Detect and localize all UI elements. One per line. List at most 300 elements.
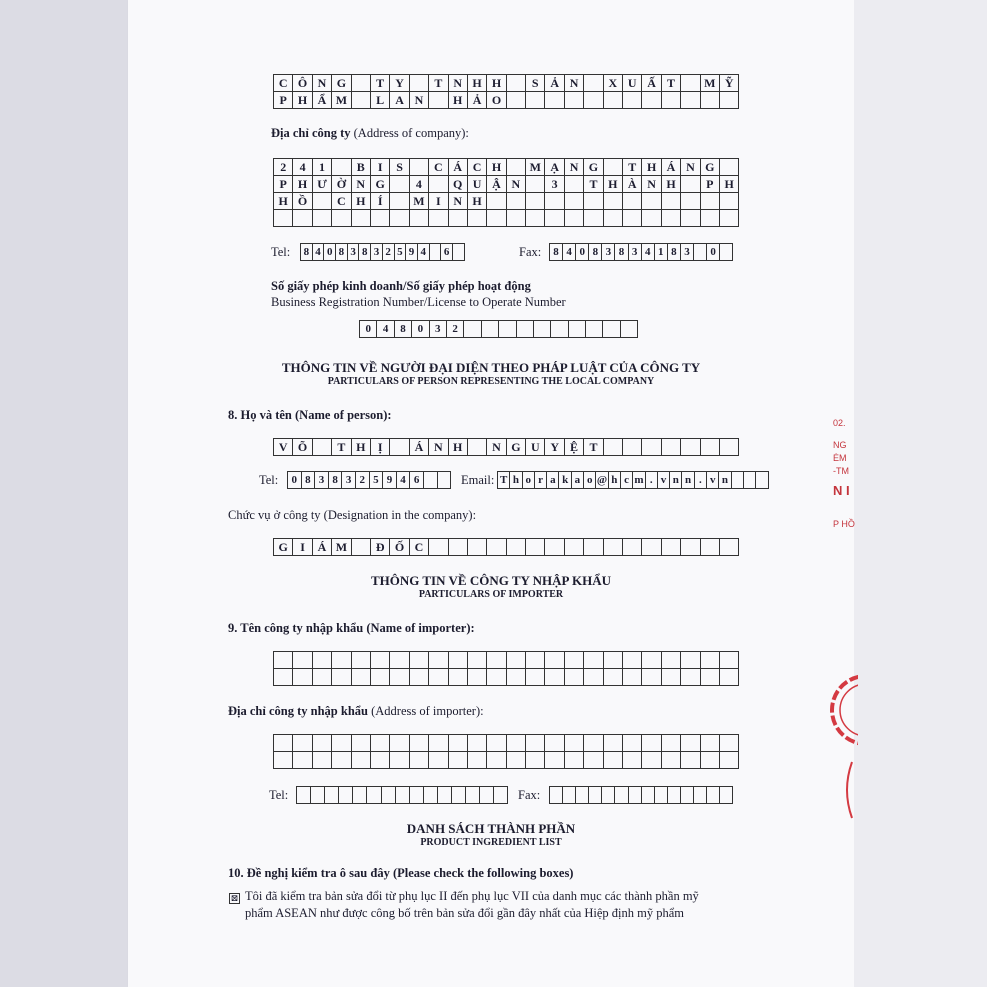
form-cell[interactable]: k (559, 472, 571, 489)
form-cell[interactable]: G (274, 539, 293, 556)
form-cell[interactable]: 4 (313, 244, 325, 261)
form-cell[interactable] (526, 92, 545, 109)
form-cell[interactable] (371, 652, 390, 669)
form-cell[interactable] (720, 669, 739, 686)
form-cell[interactable] (720, 752, 739, 769)
form-cell[interactable]: Ả (468, 92, 487, 109)
form-cell[interactable] (352, 652, 371, 669)
form-cell[interactable]: Ố (390, 539, 409, 556)
form-cell[interactable]: 0 (288, 472, 302, 489)
form-cell[interactable] (352, 92, 371, 109)
form-cell[interactable] (526, 652, 545, 669)
form-cell[interactable] (565, 92, 584, 109)
form-cell[interactable] (604, 735, 623, 752)
form-cell[interactable]: 4 (293, 159, 312, 176)
form-cell[interactable] (390, 176, 409, 193)
form-cell[interactable] (449, 752, 468, 769)
form-cell[interactable] (681, 176, 700, 193)
form-cell[interactable]: 4 (418, 244, 430, 261)
form-cell[interactable]: T (498, 472, 510, 489)
form-cell[interactable] (545, 752, 564, 769)
form-cell[interactable] (352, 735, 371, 752)
form-cell[interactable] (429, 92, 448, 109)
form-cell[interactable] (584, 92, 603, 109)
form-cell[interactable]: H (293, 92, 312, 109)
form-cell[interactable] (584, 669, 603, 686)
form-cell[interactable] (701, 752, 720, 769)
form-cell[interactable] (526, 193, 545, 210)
form-cell[interactable]: N (352, 176, 371, 193)
form-cell[interactable] (576, 787, 589, 804)
form-cell[interactable]: 4 (410, 176, 429, 193)
form-cell[interactable]: 4 (377, 321, 394, 338)
form-cell[interactable] (655, 787, 668, 804)
form-cell[interactable]: 8 (550, 244, 563, 261)
form-cell[interactable]: H (487, 159, 506, 176)
form-cell[interactable] (623, 539, 642, 556)
form-cell[interactable] (623, 669, 642, 686)
form-cell[interactable] (662, 752, 681, 769)
form-cell[interactable]: P (274, 176, 293, 193)
form-cell[interactable] (604, 669, 623, 686)
form-cell[interactable] (382, 787, 396, 804)
form-cell[interactable]: G (584, 159, 603, 176)
form-cell[interactable]: 8 (359, 244, 371, 261)
form-cell[interactable]: U (468, 176, 487, 193)
form-cell[interactable]: 6 (441, 244, 453, 261)
form-cell[interactable] (621, 321, 638, 338)
form-cell[interactable]: H (352, 193, 371, 210)
form-cell[interactable] (701, 439, 720, 456)
form-cell[interactable] (293, 210, 312, 227)
form-cell[interactable]: 0 (707, 244, 720, 261)
form-cell[interactable]: o (584, 472, 596, 489)
form-cell[interactable] (453, 244, 465, 261)
form-cell[interactable]: X (604, 75, 623, 92)
form-cell[interactable]: Ỹ (720, 75, 739, 92)
form-cell[interactable] (332, 210, 351, 227)
form-cell[interactable] (352, 75, 371, 92)
form-cell[interactable] (565, 669, 584, 686)
form-cell[interactable]: h (609, 472, 621, 489)
form-cell[interactable]: Á (313, 539, 332, 556)
form-cell[interactable] (668, 787, 681, 804)
form-cell[interactable] (545, 669, 564, 686)
form-cell[interactable]: Õ (293, 439, 312, 456)
form-cell[interactable] (371, 669, 390, 686)
form-cell[interactable]: Ư (313, 176, 332, 193)
form-cell[interactable]: 4 (563, 244, 576, 261)
form-cell[interactable] (744, 472, 756, 489)
form-cell[interactable] (313, 439, 332, 456)
form-cell[interactable]: G (507, 439, 526, 456)
form-cell[interactable]: U (526, 439, 545, 456)
form-cell[interactable]: T (584, 176, 603, 193)
form-cell[interactable] (429, 652, 448, 669)
form-cell[interactable] (367, 787, 381, 804)
form-cell[interactable]: 0 (324, 244, 336, 261)
form-cell[interactable]: T (662, 75, 681, 92)
form-cell[interactable]: a (572, 472, 584, 489)
form-cell[interactable] (507, 735, 526, 752)
form-cell[interactable]: H (274, 193, 293, 210)
form-cell[interactable] (507, 75, 526, 92)
form-cell[interactable]: m (633, 472, 645, 489)
form-cell[interactable]: 2 (383, 244, 395, 261)
form-cell[interactable]: v (658, 472, 670, 489)
form-cell[interactable]: Ả (545, 75, 564, 92)
form-cell[interactable] (642, 539, 661, 556)
form-cell[interactable] (623, 752, 642, 769)
form-cell[interactable]: 2 (356, 472, 370, 489)
form-cell[interactable] (332, 669, 351, 686)
form-cell[interactable] (681, 210, 700, 227)
form-cell[interactable] (507, 669, 526, 686)
form-cell[interactable] (681, 669, 700, 686)
form-cell[interactable] (449, 652, 468, 669)
form-cell[interactable] (390, 210, 409, 227)
form-cell[interactable] (707, 787, 720, 804)
form-cell[interactable] (464, 321, 481, 338)
form-cell[interactable]: I (371, 159, 390, 176)
form-cell[interactable] (701, 193, 720, 210)
form-cell[interactable]: Ị (371, 439, 390, 456)
form-cell[interactable]: 8 (615, 244, 628, 261)
form-cell[interactable] (429, 539, 448, 556)
form-cell[interactable] (410, 787, 424, 804)
form-cell[interactable] (584, 539, 603, 556)
form-cell[interactable]: S (526, 75, 545, 92)
form-cell[interactable] (274, 669, 293, 686)
form-cell[interactable]: T (332, 439, 351, 456)
form-cell[interactable]: N (410, 92, 429, 109)
form-cell[interactable]: . (695, 472, 707, 489)
form-cell[interactable] (468, 669, 487, 686)
form-cell[interactable]: . (646, 472, 658, 489)
form-cell[interactable] (482, 321, 499, 338)
form-cell[interactable]: h (510, 472, 522, 489)
form-cell[interactable] (371, 752, 390, 769)
form-cell[interactable]: 3 (430, 321, 447, 338)
form-cell[interactable] (615, 787, 628, 804)
form-cell[interactable]: @ (596, 472, 608, 489)
form-cell[interactable]: 4 (397, 472, 411, 489)
form-cell[interactable] (274, 652, 293, 669)
form-cell[interactable] (681, 652, 700, 669)
form-cell[interactable] (390, 669, 409, 686)
form-cell[interactable]: G (371, 176, 390, 193)
form-cell[interactable] (545, 539, 564, 556)
form-cell[interactable] (339, 787, 353, 804)
form-cell[interactable] (681, 539, 700, 556)
form-cell[interactable]: v (707, 472, 719, 489)
form-cell[interactable] (410, 159, 429, 176)
form-cell[interactable] (565, 752, 584, 769)
form-cell[interactable] (332, 735, 351, 752)
form-cell[interactable]: H (293, 176, 312, 193)
form-cell[interactable] (390, 735, 409, 752)
form-cell[interactable] (293, 735, 312, 752)
form-cell[interactable]: Y (390, 75, 409, 92)
form-cell[interactable] (545, 735, 564, 752)
form-cell[interactable] (565, 176, 584, 193)
form-cell[interactable] (720, 439, 739, 456)
form-cell[interactable] (623, 735, 642, 752)
form-cell[interactable] (681, 752, 700, 769)
form-cell[interactable] (429, 210, 448, 227)
form-cell[interactable] (623, 92, 642, 109)
form-cell[interactable] (313, 669, 332, 686)
form-cell[interactable]: N (487, 439, 506, 456)
form-cell[interactable]: H (449, 439, 468, 456)
form-cell[interactable] (429, 669, 448, 686)
form-cell[interactable] (694, 244, 707, 261)
form-cell[interactable]: A (390, 92, 409, 109)
form-cell[interactable] (332, 652, 351, 669)
form-cell[interactable] (565, 193, 584, 210)
form-cell[interactable] (293, 752, 312, 769)
form-cell[interactable] (480, 787, 494, 804)
form-cell[interactable] (352, 669, 371, 686)
form-cell[interactable] (662, 735, 681, 752)
form-cell[interactable] (371, 735, 390, 752)
form-cell[interactable]: 8 (395, 321, 412, 338)
form-cell[interactable]: T (371, 75, 390, 92)
form-cell[interactable] (438, 787, 452, 804)
form-cell[interactable] (438, 472, 452, 489)
form-cell[interactable]: r (535, 472, 547, 489)
form-cell[interactable] (297, 787, 311, 804)
form-cell[interactable] (313, 735, 332, 752)
form-cell[interactable]: Ô (293, 75, 312, 92)
form-cell[interactable]: N (507, 176, 526, 193)
form-cell[interactable] (584, 193, 603, 210)
form-cell[interactable] (424, 787, 438, 804)
form-cell[interactable] (494, 787, 508, 804)
form-cell[interactable]: T (429, 75, 448, 92)
form-cell[interactable] (410, 652, 429, 669)
form-cell[interactable]: 6 (410, 472, 424, 489)
form-cell[interactable]: V (274, 439, 293, 456)
form-cell[interactable] (604, 439, 623, 456)
form-cell[interactable]: Ẩ (313, 92, 332, 109)
form-cell[interactable] (629, 787, 642, 804)
form-cell[interactable] (662, 439, 681, 456)
form-cell[interactable] (732, 472, 744, 489)
form-cell[interactable]: H (642, 159, 661, 176)
form-cell[interactable] (468, 752, 487, 769)
form-cell[interactable] (468, 210, 487, 227)
form-cell[interactable] (565, 539, 584, 556)
form-cell[interactable]: N (681, 159, 700, 176)
form-cell[interactable] (642, 752, 661, 769)
form-cell[interactable]: 9 (383, 472, 397, 489)
form-cell[interactable]: À (623, 176, 642, 193)
form-cell[interactable] (526, 669, 545, 686)
form-cell[interactable] (410, 752, 429, 769)
form-cell[interactable] (720, 210, 739, 227)
form-cell[interactable]: Í (371, 193, 390, 210)
form-cell[interactable] (390, 193, 409, 210)
form-cell[interactable] (701, 92, 720, 109)
form-cell[interactable]: 8 (302, 472, 316, 489)
form-cell[interactable] (410, 210, 429, 227)
form-cell[interactable] (569, 321, 586, 338)
form-cell[interactable] (487, 752, 506, 769)
form-cell[interactable]: n (682, 472, 694, 489)
form-cell[interactable] (311, 787, 325, 804)
form-cell[interactable] (584, 75, 603, 92)
form-cell[interactable] (507, 193, 526, 210)
form-cell[interactable] (449, 539, 468, 556)
form-cell[interactable] (720, 735, 739, 752)
form-cell[interactable] (623, 193, 642, 210)
form-cell[interactable] (584, 752, 603, 769)
form-cell[interactable] (410, 735, 429, 752)
form-cell[interactable]: 5 (370, 472, 384, 489)
form-cell[interactable]: 8 (329, 472, 343, 489)
form-cell[interactable]: S (390, 159, 409, 176)
form-cell[interactable]: 3 (348, 244, 360, 261)
form-cell[interactable]: 1 (655, 244, 668, 261)
form-cell[interactable]: Á (662, 159, 681, 176)
form-cell[interactable] (681, 787, 694, 804)
form-cell[interactable] (313, 193, 332, 210)
form-cell[interactable] (565, 210, 584, 227)
form-cell[interactable]: I (429, 193, 448, 210)
form-cell[interactable] (332, 159, 351, 176)
form-cell[interactable] (756, 472, 768, 489)
form-cell[interactable]: O (487, 92, 506, 109)
form-cell[interactable] (642, 787, 655, 804)
form-cell[interactable] (550, 787, 563, 804)
form-cell[interactable] (466, 787, 480, 804)
form-cell[interactable] (545, 210, 564, 227)
form-cell[interactable] (293, 669, 312, 686)
form-cell[interactable]: N (449, 193, 468, 210)
form-cell[interactable] (642, 652, 661, 669)
form-cell[interactable] (642, 735, 661, 752)
form-cell[interactable]: Ệ (565, 439, 584, 456)
form-cell[interactable] (352, 752, 371, 769)
form-cell[interactable] (642, 210, 661, 227)
form-cell[interactable] (602, 787, 615, 804)
form-cell[interactable]: 8 (336, 244, 348, 261)
form-cell[interactable] (720, 193, 739, 210)
form-cell[interactable] (507, 539, 526, 556)
form-cell[interactable] (390, 652, 409, 669)
form-cell[interactable]: M (701, 75, 720, 92)
form-cell[interactable]: H (604, 176, 623, 193)
form-cell[interactable] (584, 652, 603, 669)
form-cell[interactable]: N (429, 439, 448, 456)
form-cell[interactable]: C (274, 75, 293, 92)
form-cell[interactable]: Q (449, 176, 468, 193)
form-cell[interactable]: H (662, 176, 681, 193)
form-cell[interactable] (604, 539, 623, 556)
form-cell[interactable]: H (352, 439, 371, 456)
form-cell[interactable]: 3 (602, 244, 615, 261)
form-cell[interactable] (353, 787, 367, 804)
form-cell[interactable] (487, 652, 506, 669)
form-cell[interactable] (352, 539, 371, 556)
form-cell[interactable]: 3 (315, 472, 329, 489)
form-cell[interactable]: B (352, 159, 371, 176)
form-cell[interactable] (701, 539, 720, 556)
form-cell[interactable] (468, 735, 487, 752)
form-cell[interactable] (681, 735, 700, 752)
form-cell[interactable]: 5 (395, 244, 407, 261)
form-cell[interactable]: H (449, 92, 468, 109)
form-cell[interactable]: N (449, 75, 468, 92)
form-cell[interactable]: I (293, 539, 312, 556)
form-cell[interactable] (526, 735, 545, 752)
form-cell[interactable] (517, 321, 534, 338)
form-cell[interactable] (681, 193, 700, 210)
form-cell[interactable]: 0 (576, 244, 589, 261)
form-cell[interactable]: C (332, 193, 351, 210)
form-cell[interactable] (604, 752, 623, 769)
form-cell[interactable] (623, 439, 642, 456)
form-cell[interactable] (603, 321, 620, 338)
form-cell[interactable]: P (701, 176, 720, 193)
form-cell[interactable]: H (468, 193, 487, 210)
form-cell[interactable]: 8 (668, 244, 681, 261)
form-cell[interactable]: 8 (301, 244, 313, 261)
form-cell[interactable] (642, 439, 661, 456)
form-cell[interactable] (720, 539, 739, 556)
form-cell[interactable]: 3 (371, 244, 383, 261)
form-cell[interactable] (604, 159, 623, 176)
form-cell[interactable] (468, 539, 487, 556)
form-cell[interactable] (642, 669, 661, 686)
form-cell[interactable] (371, 210, 390, 227)
form-cell[interactable]: 9 (406, 244, 418, 261)
form-cell[interactable]: L (371, 92, 390, 109)
form-cell[interactable] (449, 735, 468, 752)
form-cell[interactable] (313, 210, 332, 227)
form-cell[interactable]: N (565, 75, 584, 92)
form-cell[interactable] (604, 652, 623, 669)
form-cell[interactable]: H (720, 176, 739, 193)
form-cell[interactable] (526, 210, 545, 227)
form-cell[interactable] (332, 752, 351, 769)
form-cell[interactable]: 3 (342, 472, 356, 489)
form-cell[interactable] (662, 652, 681, 669)
form-cell[interactable]: o (523, 472, 535, 489)
form-cell[interactable] (274, 752, 293, 769)
form-cell[interactable] (396, 787, 410, 804)
form-cell[interactable]: n (719, 472, 731, 489)
form-cell[interactable]: 3 (681, 244, 694, 261)
form-cell[interactable] (701, 652, 720, 669)
form-cell[interactable] (694, 787, 707, 804)
form-cell[interactable]: Á (410, 439, 429, 456)
form-cell[interactable] (662, 210, 681, 227)
form-cell[interactable] (429, 752, 448, 769)
form-cell[interactable]: T (584, 439, 603, 456)
form-cell[interactable] (681, 92, 700, 109)
form-cell[interactable] (274, 210, 293, 227)
form-cell[interactable]: G (701, 159, 720, 176)
form-cell[interactable] (390, 752, 409, 769)
form-cell[interactable] (604, 92, 623, 109)
form-cell[interactable] (720, 92, 739, 109)
form-cell[interactable]: 0 (360, 321, 377, 338)
form-cell[interactable]: Đ (371, 539, 390, 556)
form-cell[interactable] (507, 92, 526, 109)
form-cell[interactable] (701, 210, 720, 227)
